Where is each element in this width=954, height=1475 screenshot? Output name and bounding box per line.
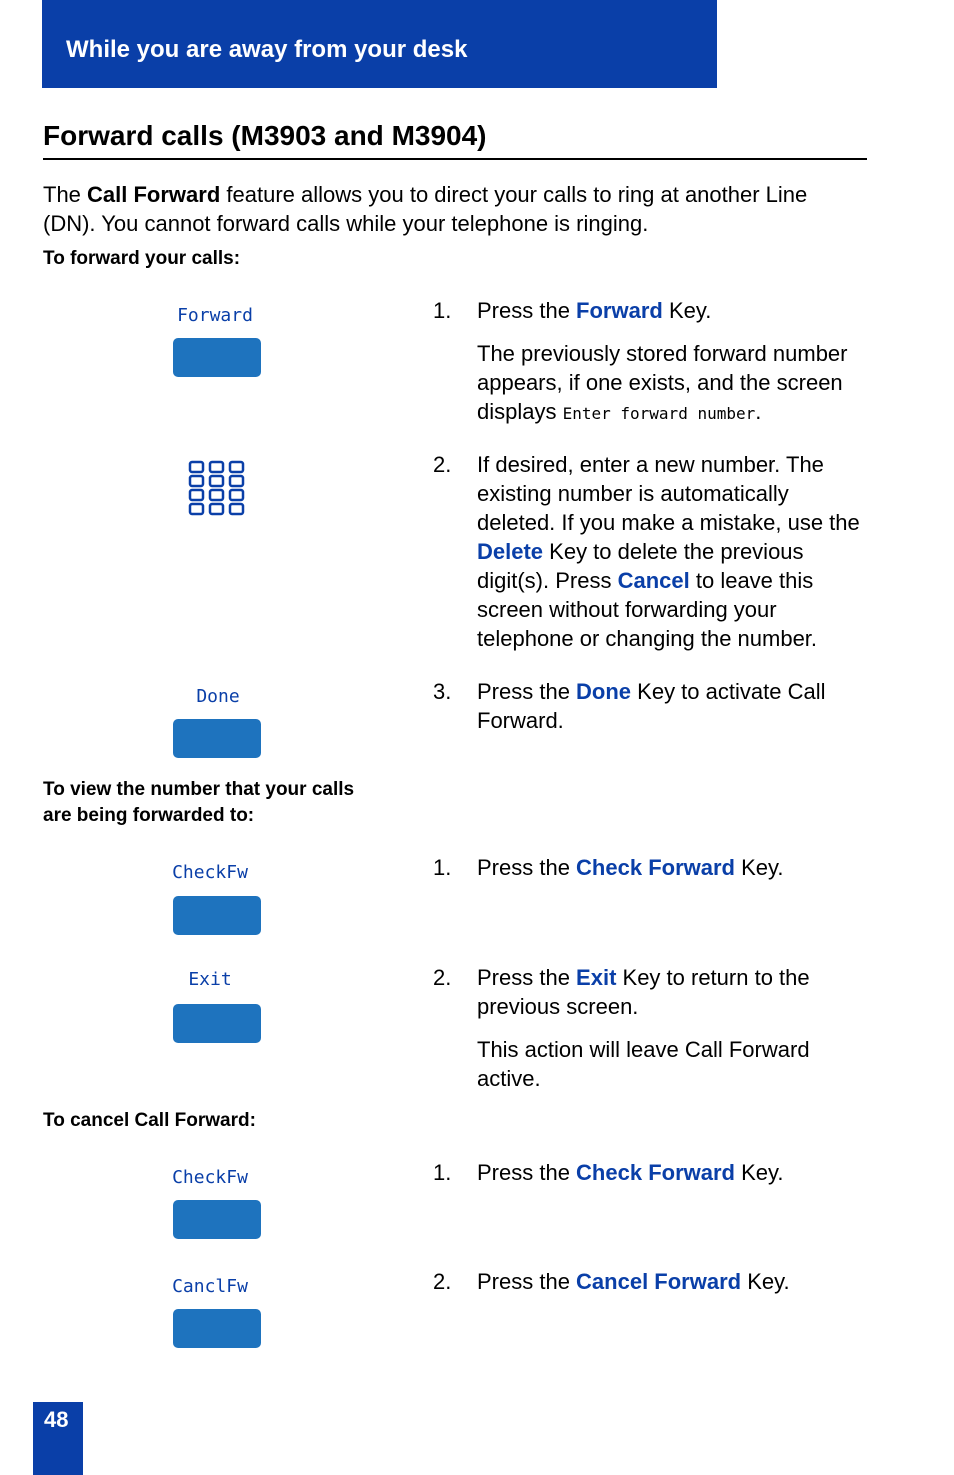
step-text: Key.	[734, 1160, 784, 1185]
key-name: Cancel	[617, 568, 690, 593]
page-number: 48	[44, 1407, 69, 1432]
key-name: Exit	[576, 965, 617, 990]
subheading-view-line1: To view the number that your calls	[43, 779, 355, 800]
key-name: Check Forward	[576, 855, 735, 880]
key-name: Done	[576, 679, 632, 704]
step-text: Key to return to the previous screen.	[477, 965, 810, 1019]
step-text: Press the	[477, 965, 577, 990]
forward-step-2	[433, 450, 873, 653]
step-text: to leave this screen without forwarding your telephone or changing the number.	[477, 568, 818, 651]
step-note: The previously stored forward number appears, if one exists, and the screen displays	[477, 341, 848, 424]
page-number-tab	[33, 1402, 83, 1475]
step-text: If desired, enter a new number. The existing number is automatically deleted. If you make a mistake, use the	[477, 452, 860, 535]
step-text: Press the	[477, 298, 577, 323]
header-bar	[42, 0, 717, 88]
step-text: Key.	[741, 1269, 790, 1294]
step-text: Press the	[477, 1160, 577, 1185]
display-prompt: Enter forward number	[562, 404, 756, 423]
step-text: Key to activate Call Forward.	[477, 679, 826, 733]
section-title: Forward calls (M3903 and M3904)	[43, 120, 867, 160]
subheading-forward: To forward your calls:	[43, 248, 241, 269]
step-number: 2.	[433, 965, 452, 990]
header-title: While you are away from your desk	[66, 36, 468, 63]
forward-step-3	[433, 677, 873, 735]
intro-pre: The	[43, 182, 88, 207]
checkfw-softkey[interactable]	[173, 1200, 261, 1239]
canclfw-key-label: CanclFw	[172, 1276, 248, 1297]
step-text: Key.	[662, 298, 712, 323]
subheading-view	[43, 777, 354, 829]
step-text: Key.	[734, 855, 784, 880]
intro-paragraph	[43, 180, 863, 238]
step-text: Press the	[477, 679, 577, 704]
key-name: Cancel Forward	[576, 1269, 742, 1294]
subheading-view-line2: are being forwarded to:	[43, 805, 255, 826]
step-note: .	[755, 399, 762, 424]
subheading-cancel: To cancel Call Forward:	[43, 1110, 256, 1131]
canclfw-softkey[interactable]	[173, 1309, 261, 1348]
exit-key-label: Exit	[188, 969, 232, 990]
view-step-2	[433, 963, 873, 1093]
intro-post: feature allows you to direct your calls to ring at another Line (DN). You cannot forward calls while your telephone is ringing.	[43, 182, 808, 236]
step-text: Press the	[477, 855, 577, 880]
cancel-step-2	[433, 1267, 873, 1296]
step-number: 3.	[433, 679, 452, 704]
checkfw-softkey[interactable]	[173, 896, 261, 935]
step-number: 2.	[433, 452, 452, 477]
key-name: Forward	[576, 298, 663, 323]
step-note: This action will leave Call Forward active.	[477, 1037, 810, 1091]
done-softkey[interactable]	[173, 719, 261, 758]
checkfw-key-label: CheckFw	[172, 862, 248, 883]
dialpad-icon	[187, 459, 247, 519]
key-name: Delete	[477, 539, 544, 564]
cancel-step-1	[433, 1158, 873, 1187]
key-name: Check Forward	[576, 1160, 735, 1185]
view-step-1	[433, 853, 873, 882]
forward-step-1	[433, 296, 873, 428]
exit-softkey[interactable]	[173, 1004, 261, 1043]
checkfw-key-label: CheckFw	[172, 1167, 248, 1188]
step-number: 2.	[433, 1269, 452, 1294]
intro-feature-name: Call Forward	[87, 182, 221, 207]
forward-key-label: Forward	[177, 305, 253, 326]
step-number: 1.	[433, 298, 452, 323]
step-number: 1.	[433, 1160, 452, 1185]
step-text: Key to delete the previous digit(s). Press	[477, 539, 804, 593]
step-number: 1.	[433, 855, 452, 880]
done-key-label: Done	[196, 686, 240, 707]
forward-softkey[interactable]	[173, 338, 261, 377]
step-text: Press the	[477, 1269, 577, 1294]
